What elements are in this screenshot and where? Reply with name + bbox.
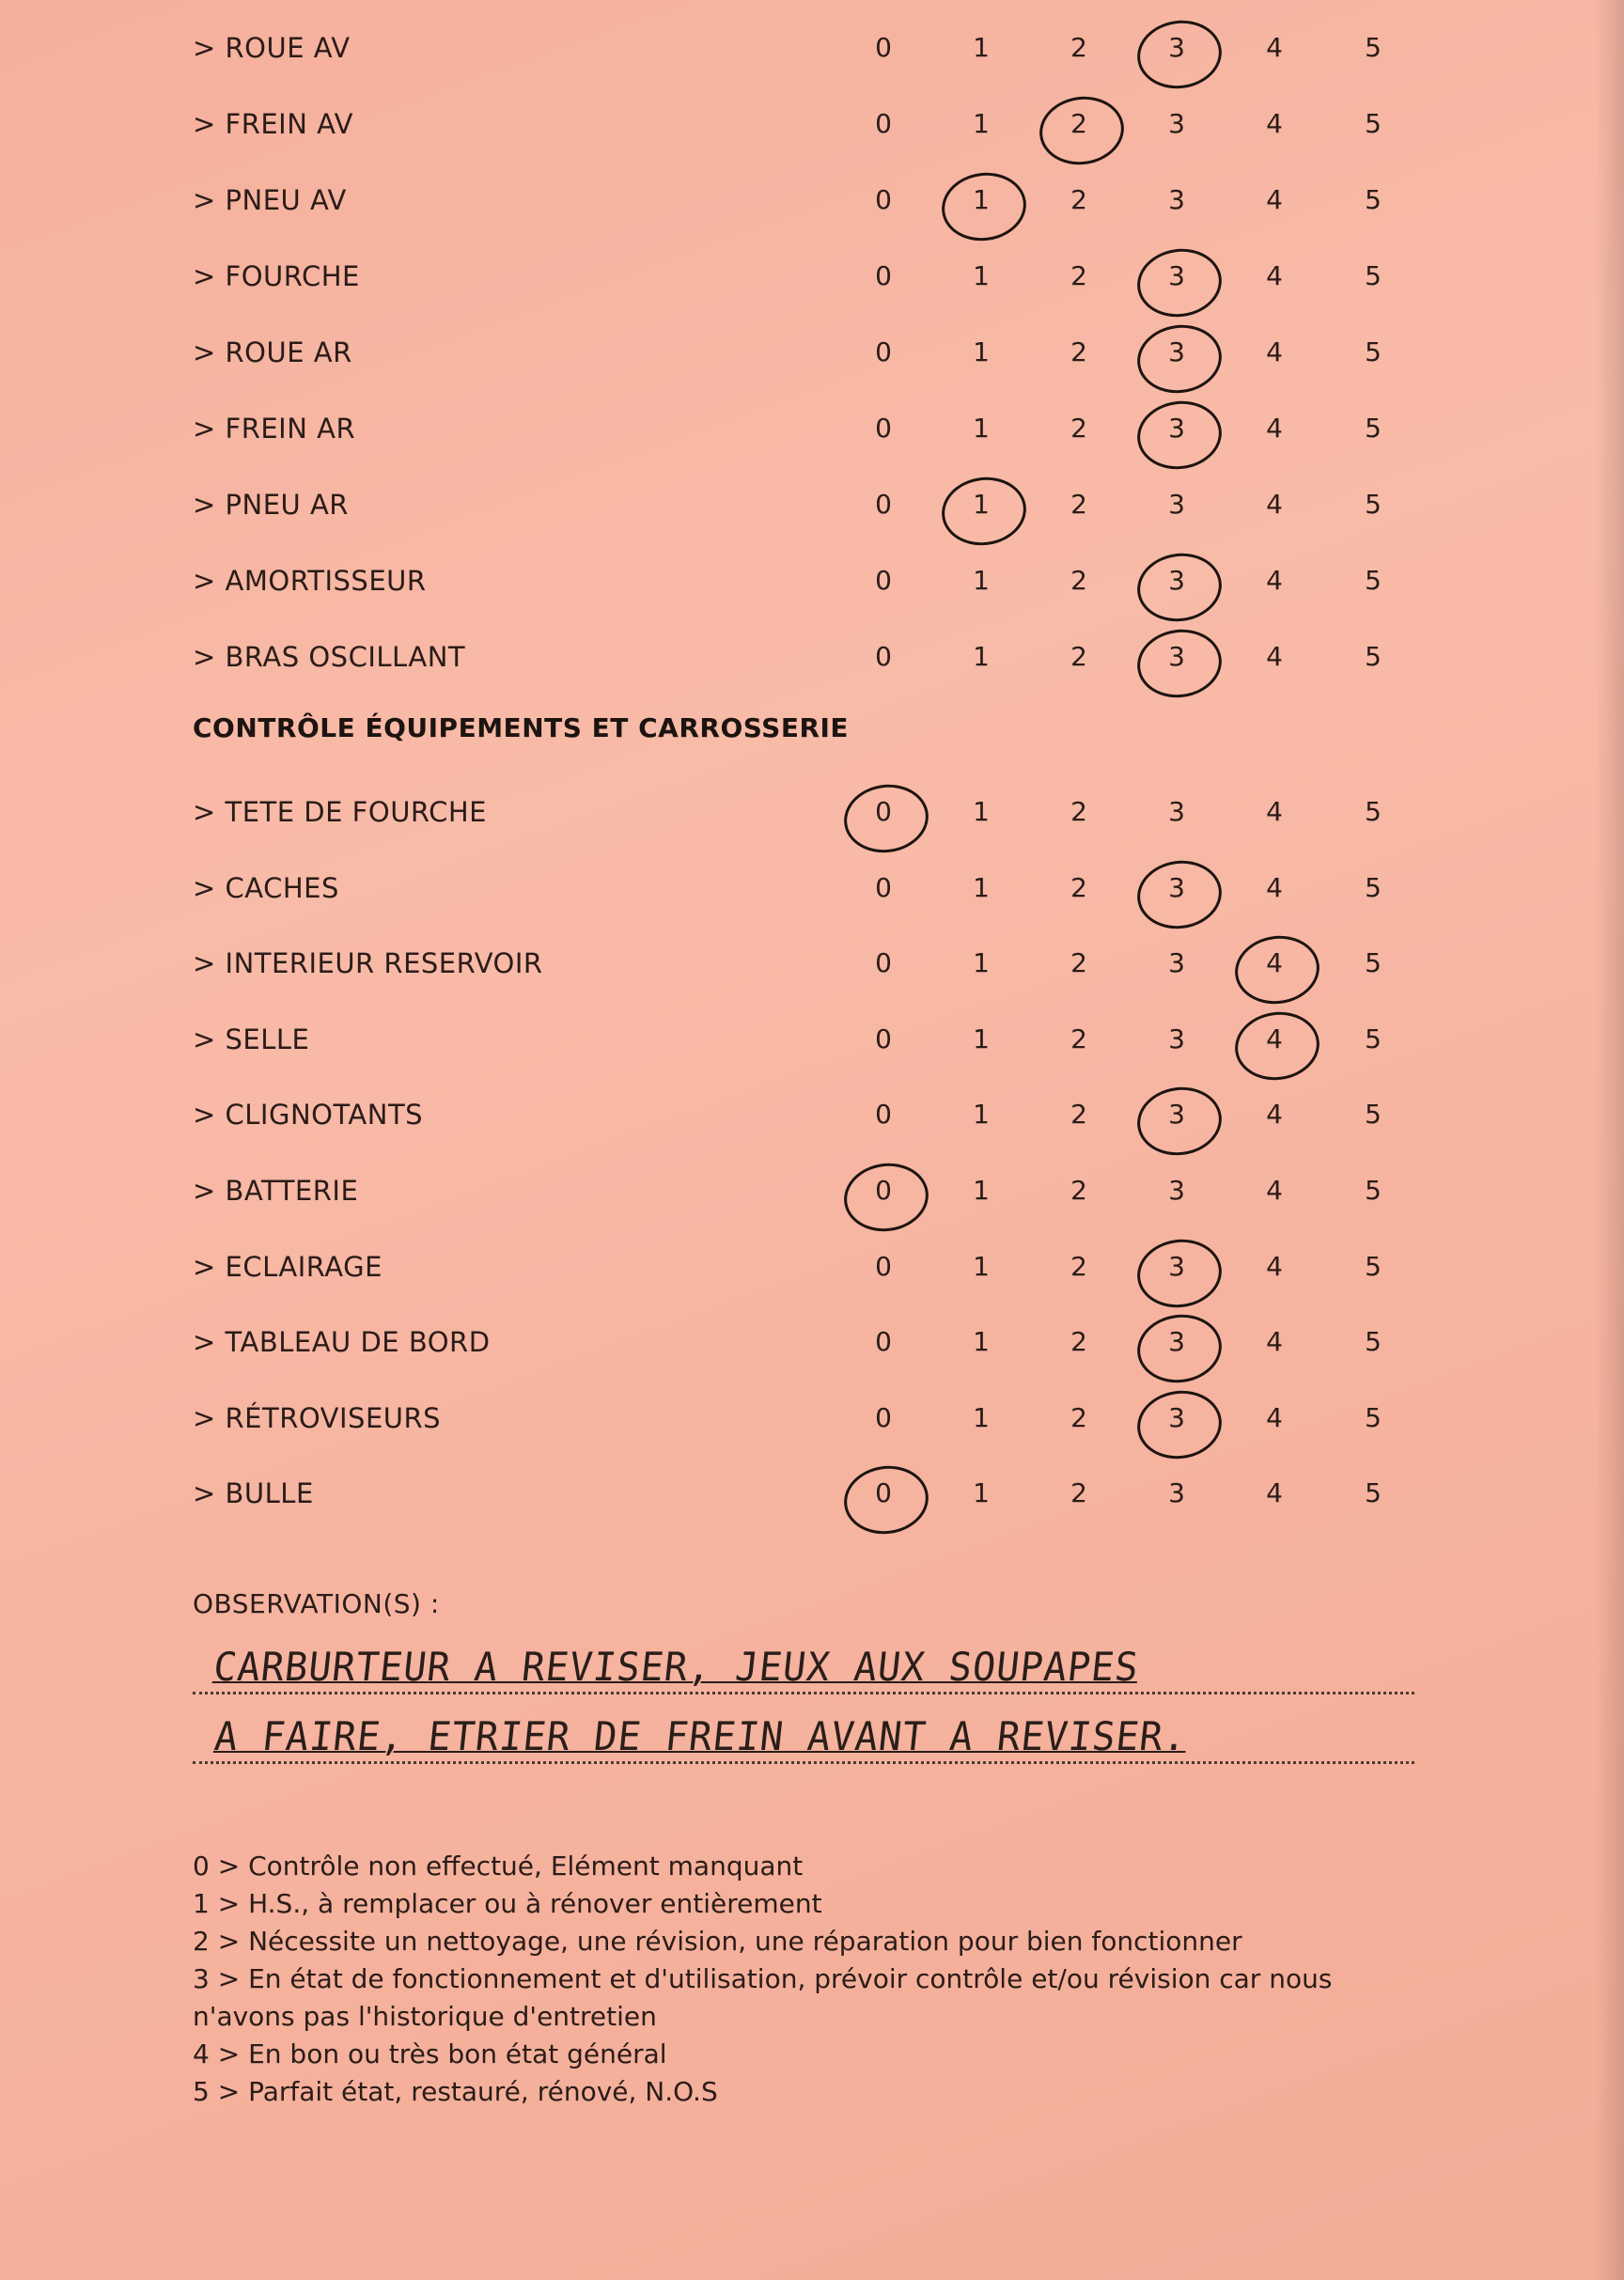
rating-option: 5: [1365, 796, 1382, 827]
rating-option: 4: [1266, 1477, 1283, 1509]
checklist-row: [0, 1089, 1624, 1146]
checklist-item-label: > ROUE AR: [193, 336, 352, 368]
rating-option: 4: [1266, 1250, 1283, 1282]
rating-option: 2: [1070, 1099, 1087, 1131]
checklist-row: [0, 1317, 1624, 1373]
checklist-row: [0, 1242, 1624, 1298]
legend-item: 1 > H.S., à remplacer ou à rénover entièrement: [193, 1888, 822, 1919]
checklist-item-label: > TETE DE FOURCHE: [193, 796, 487, 828]
selected-rating-circle: [1132, 855, 1226, 934]
selected-rating-circle: [1035, 91, 1128, 170]
rating-option: 1: [973, 260, 990, 291]
rating-option: 0: [875, 32, 892, 63]
rating-option: 2: [1070, 108, 1087, 139]
rating-option: 4: [1266, 184, 1283, 215]
checklist-item-label: > BATTERIE: [193, 1175, 359, 1207]
selected-rating-circle: [1132, 548, 1226, 627]
legend-item: 4 > En bon ou très bon état général: [193, 2038, 667, 2069]
rating-option: 3: [1168, 1250, 1185, 1282]
checklist-item-label: > FOURCHE: [193, 260, 360, 292]
checklist-item-label: > RÉTROVISEURS: [193, 1401, 442, 1434]
observation-line-1: [193, 1637, 1414, 1694]
rating-option: 1: [973, 489, 990, 520]
rating-option: 0: [875, 489, 892, 520]
rating-option: 5: [1365, 32, 1382, 63]
selected-rating-circle: [1230, 1007, 1323, 1085]
rating-option: 5: [1365, 641, 1382, 672]
rating-option: 1: [973, 565, 990, 596]
checklist-item-label: > BRAS OSCILLANT: [193, 641, 466, 673]
rating-option: 0: [875, 184, 892, 215]
rating-option: 0: [875, 1477, 892, 1509]
checklist-item-label: > FREIN AV: [193, 108, 353, 140]
checklist-item-label: > SELLE: [193, 1023, 310, 1055]
rating-option: 3: [1168, 108, 1185, 139]
rating-option: 3: [1168, 336, 1185, 367]
observations-label: OBSERVATION(S) :: [193, 1588, 440, 1619]
checklist-item-label: > PNEU AR: [193, 489, 349, 521]
rating-option: 2: [1070, 1477, 1087, 1509]
checklist-row: [0, 23, 1624, 79]
rating-option: 5: [1365, 413, 1382, 444]
checklist-row: [0, 787, 1624, 843]
rating-option: 2: [1070, 32, 1087, 63]
checklist-item-label: > AMORTISSEUR: [193, 565, 427, 597]
rating-option: 2: [1070, 336, 1087, 367]
rating-option: 2: [1070, 796, 1087, 827]
observation-text-2: A FAIRE, ETRIER DE FREIN AVANT A REVISER.: [211, 1713, 1190, 1759]
rating-option: 5: [1365, 184, 1382, 215]
checklist-row: [0, 938, 1624, 994]
rating-option: 0: [875, 108, 892, 139]
checklist-item-label: > FREIN AR: [193, 413, 356, 445]
rating-option: 4: [1266, 641, 1283, 672]
rating-option: 0: [875, 260, 892, 291]
rating-option: 0: [875, 1326, 892, 1358]
rating-option: 1: [973, 1175, 990, 1206]
rating-option: 2: [1070, 1326, 1087, 1358]
checklist-item-label: > ROUE AV: [193, 32, 351, 64]
selected-rating-circle: [1132, 624, 1226, 703]
rating-option: 1: [973, 1250, 990, 1282]
rating-option: 3: [1168, 489, 1185, 520]
rating-option: 1: [973, 871, 990, 903]
rating-option: 0: [875, 1401, 892, 1433]
rating-option: 4: [1266, 1175, 1283, 1206]
rating-option: 5: [1365, 108, 1382, 139]
rating-option: 0: [875, 1250, 892, 1282]
selected-rating-circle: [1132, 15, 1226, 94]
rating-option: 3: [1168, 1326, 1185, 1358]
selected-rating-circle: [937, 472, 1030, 551]
selected-rating-circle: [937, 167, 1030, 246]
rating-option: 5: [1365, 1477, 1382, 1509]
rating-option: 0: [875, 1023, 892, 1054]
rating-option: 0: [875, 336, 892, 367]
rating-option: 5: [1365, 871, 1382, 903]
rating-option: 0: [875, 796, 892, 827]
rating-option: 1: [973, 336, 990, 367]
checklist-item-label: > BULLE: [193, 1477, 314, 1510]
rating-option: 5: [1365, 336, 1382, 367]
observation-line-2: [193, 1707, 1414, 1764]
checklist-row: [0, 327, 1624, 383]
selected-rating-circle: [1132, 1234, 1226, 1313]
rating-option: 3: [1168, 947, 1185, 979]
rating-option: 5: [1365, 1250, 1382, 1282]
rating-option: 5: [1365, 1023, 1382, 1054]
rating-option: 1: [973, 1401, 990, 1433]
rating-option: 4: [1266, 336, 1283, 367]
rating-option: 1: [973, 1326, 990, 1358]
rating-option: 1: [973, 184, 990, 215]
rating-option: 4: [1266, 947, 1283, 979]
rating-option: 0: [875, 565, 892, 596]
rating-option: 1: [973, 796, 990, 827]
checklist-row: [0, 632, 1624, 688]
checklist-item-label: > PNEU AV: [193, 184, 347, 216]
rating-option: 4: [1266, 1023, 1283, 1054]
rating-option: 4: [1266, 1401, 1283, 1433]
checklist-row: [0, 555, 1624, 612]
rating-option: 1: [973, 1477, 990, 1509]
section-title: CONTRÔLE ÉQUIPEMENTS ET CARROSSERIE: [193, 712, 850, 743]
rating-option: 4: [1266, 260, 1283, 291]
rating-option: 5: [1365, 1326, 1382, 1358]
legend-item: 0 > Contrôle non effectué, Elément manquant: [193, 1851, 804, 1882]
rating-option: 3: [1168, 871, 1185, 903]
checklist-row: [0, 251, 1624, 307]
rating-option: 1: [973, 413, 990, 444]
legend-item: 3 > En état de fonctionnement et d'utilisation, prévoir contrôle et/ou révision car nous n'avons pas l'historique d'entretien: [193, 1963, 1333, 2032]
rating-option: 1: [973, 108, 990, 139]
rating-option: 0: [875, 413, 892, 444]
rating-option: 0: [875, 947, 892, 979]
rating-option: 5: [1365, 489, 1382, 520]
checklist-row: [0, 175, 1624, 231]
rating-option: 2: [1070, 1175, 1087, 1206]
checklist-row: [0, 479, 1624, 536]
checklist-item-label: > ECLAIRAGE: [193, 1250, 383, 1283]
rating-option: 3: [1168, 1023, 1185, 1054]
rating-option: 0: [875, 1099, 892, 1131]
rating-option: 1: [973, 641, 990, 672]
rating-option: 0: [875, 641, 892, 672]
rating-option: 3: [1168, 32, 1185, 63]
rating-legend: [193, 1848, 1414, 2111]
rating-option: 4: [1266, 871, 1283, 903]
selected-rating-circle: [1230, 930, 1323, 1009]
rating-option: 2: [1070, 1401, 1087, 1433]
rating-option: 3: [1168, 1477, 1185, 1509]
checklist-row: [0, 1165, 1624, 1222]
selected-rating-circle: [1132, 1082, 1226, 1161]
checklist-item-label: > CACHES: [193, 871, 339, 904]
checklist-row: [0, 1393, 1624, 1449]
checklist-item-label: > TABLEAU DE BORD: [193, 1326, 491, 1359]
rating-option: 5: [1365, 1175, 1382, 1206]
selected-rating-circle: [839, 779, 932, 858]
rating-option: 2: [1070, 641, 1087, 672]
selected-rating-circle: [1132, 396, 1226, 475]
rating-option: 3: [1168, 413, 1185, 444]
rating-option: 0: [875, 871, 892, 903]
selected-rating-circle: [1132, 1385, 1226, 1464]
selected-rating-circle: [1132, 320, 1226, 398]
rating-option: 2: [1070, 184, 1087, 215]
observation-text-1: CARBURTEUR A REVISER, JEUX AUX SOUPAPES: [211, 1644, 1142, 1690]
legend-item: 2 > Nécessite un nettoyage, une révision, une réparation pour bien fonctionner: [193, 1926, 1242, 1957]
checklist-row: [0, 403, 1624, 460]
rating-option: 1: [973, 32, 990, 63]
selected-rating-circle: [839, 1158, 932, 1237]
rating-option: 5: [1365, 1099, 1382, 1131]
rating-option: 1: [973, 1099, 990, 1131]
rating-option: 4: [1266, 796, 1283, 827]
rating-option: 3: [1168, 260, 1185, 291]
rating-option: 5: [1365, 565, 1382, 596]
rating-option: 3: [1168, 796, 1185, 827]
rating-option: 5: [1365, 260, 1382, 291]
rating-option: 0: [875, 1175, 892, 1206]
rating-option: 4: [1266, 1326, 1283, 1358]
checklist-row: [0, 1468, 1624, 1524]
rating-option: 3: [1168, 184, 1185, 215]
rating-option: 2: [1070, 871, 1087, 903]
checklist-row: [0, 99, 1624, 155]
selected-rating-circle: [1132, 243, 1226, 322]
rating-option: 1: [973, 947, 990, 979]
checklist-row: [0, 1014, 1624, 1070]
legend-item: 5 > Parfait état, restauré, rénové, N.O.S: [193, 2076, 718, 2107]
rating-option: 3: [1168, 1401, 1185, 1433]
rating-option: 3: [1168, 1175, 1185, 1206]
rating-option: 1: [973, 1023, 990, 1054]
rating-option: 2: [1070, 413, 1087, 444]
rating-option: 2: [1070, 260, 1087, 291]
rating-option: 2: [1070, 947, 1087, 979]
rating-option: 4: [1266, 413, 1283, 444]
rating-option: 3: [1168, 565, 1185, 596]
rating-option: 4: [1266, 32, 1283, 63]
rating-option: 4: [1266, 108, 1283, 139]
rating-option: 4: [1266, 489, 1283, 520]
rating-option: 2: [1070, 1023, 1087, 1054]
rating-option: 2: [1070, 489, 1087, 520]
checklist-row: [0, 863, 1624, 919]
selected-rating-circle: [1132, 1309, 1226, 1388]
rating-option: 4: [1266, 1099, 1283, 1131]
rating-option: 5: [1365, 947, 1382, 979]
selected-rating-circle: [839, 1460, 932, 1539]
rating-option: 5: [1365, 1401, 1382, 1433]
rating-option: 2: [1070, 1250, 1087, 1282]
rating-option: 4: [1266, 565, 1283, 596]
checklist-item-label: > INTERIEUR RESERVOIR: [193, 947, 543, 980]
rating-option: 2: [1070, 565, 1087, 596]
rating-option: 3: [1168, 1099, 1185, 1131]
checklist-item-label: > CLIGNOTANTS: [193, 1099, 424, 1132]
rating-option: 3: [1168, 641, 1185, 672]
